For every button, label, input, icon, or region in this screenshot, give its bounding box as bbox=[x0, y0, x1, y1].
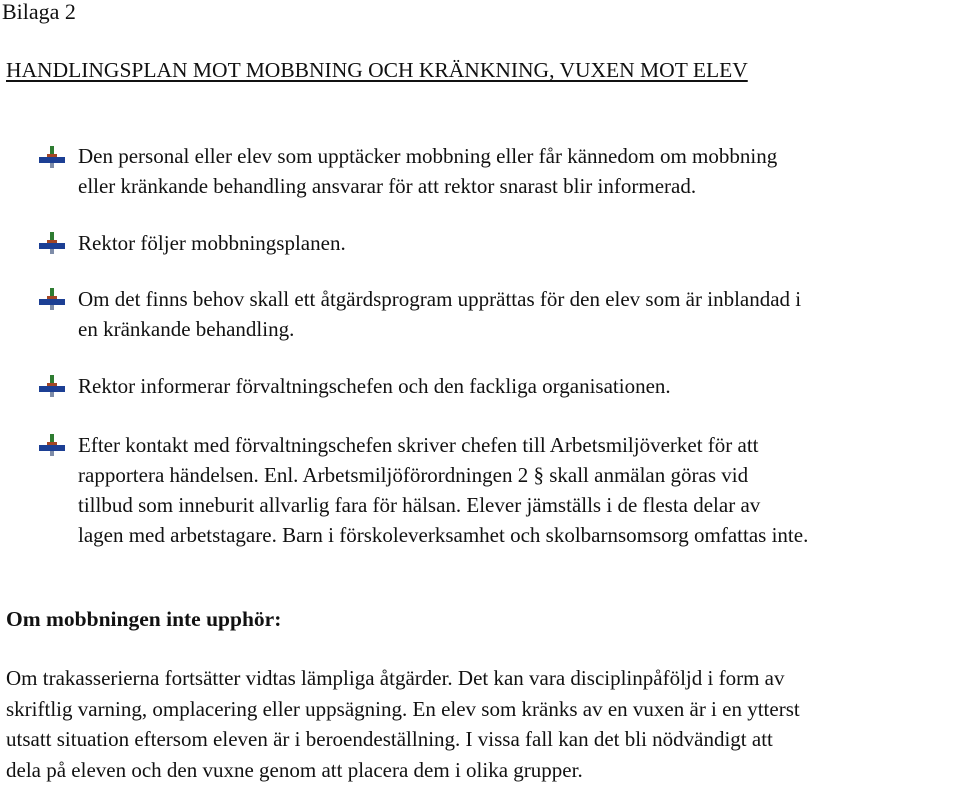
bullet-text-work-environment-authority: Efter kontakt med förvaltningschefen skriver chefen till Arbetsmiljöverket för att rapportera händelsen. Enl. Arbetsmiljöförordningen 2 § skall anmälan göras vid tillbud som inneburit allvarlig fara för hälsan. Elever jämställs i de flesta delar av lagen med arbetstagare. Barn i förskoleverksamhet och skolbarnsomsorg omfattas inte. bbox=[78, 433, 809, 547]
section-paragraph-measures: Om trakasserierna fortsätter vidtas lämpliga åtgärder. Det kan vara disciplinpåföljd i form av skriftlig varning, omplacering eller uppsägning. En elev som kränks av en vuxen är i en ytterst utsatt situation eftersom eleven är i beroendeställning. I vissa fall kan det bli nödvändigt att dela på eleven och den vuxne genom att placera dem i olika grupper. bbox=[6, 666, 800, 782]
thumbtack-bullet-icon bbox=[39, 434, 65, 456]
appendix-label: Bilaga 2 bbox=[2, 0, 76, 24]
bullet-text-reporting: Den personal eller elev som upptäcker mobbning eller får kännedom om mobbning eller kränkande behandling ansvarar för att rektor snarast blir informerad. bbox=[78, 144, 778, 198]
document-title: HANDLINGSPLAN MOT MOBBNING OCH KRÄNKNING, VUXEN MOT ELEV bbox=[6, 58, 748, 82]
bullet-text-action-program: Om det finns behov skall ett åtgärdsprogram upprättas för den elev som är inblandad i en kränkande behandling. bbox=[78, 287, 802, 341]
thumbtack-bullet-icon bbox=[39, 375, 65, 397]
thumbtack-bullet-icon bbox=[39, 146, 65, 168]
section-heading-if-bullying-continues: Om mobbningen inte upphör: bbox=[6, 607, 282, 631]
thumbtack-bullet-icon bbox=[39, 232, 65, 254]
bullet-text-principal-follows-plan: Rektor följer mobbningsplanen. bbox=[78, 231, 346, 255]
bullet-text-inform-management: Rektor informerar förvaltningschefen och den fackliga organisationen. bbox=[78, 374, 671, 398]
thumbtack-bullet-icon bbox=[39, 288, 65, 310]
